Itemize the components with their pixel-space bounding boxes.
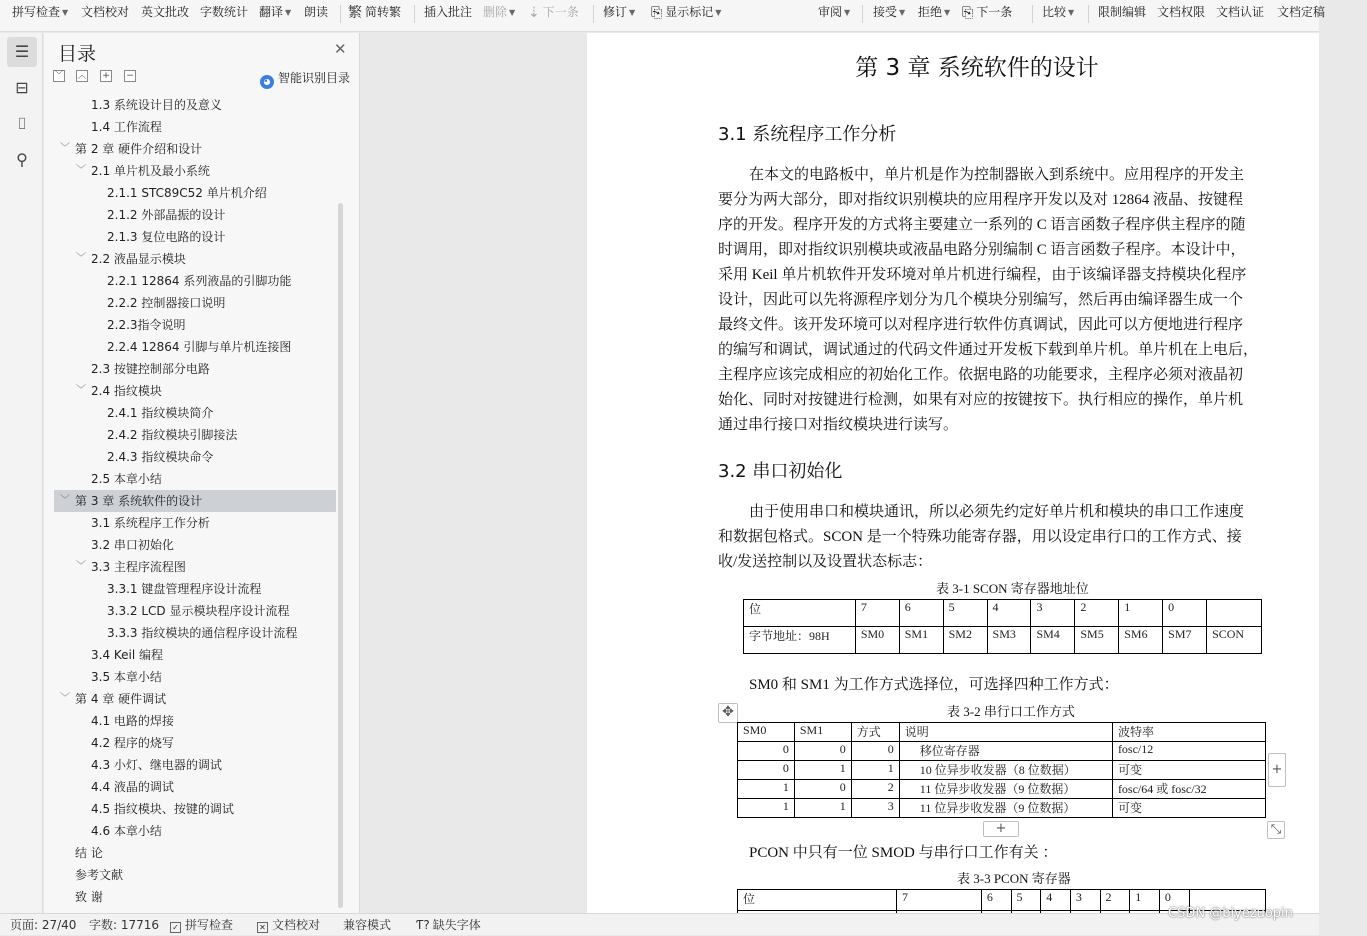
toc-item[interactable] <box>54 710 336 732</box>
paragraph-line: 主程序应该完成相应的初始化工作。依据电路的功能要求，主程序必须对液晶初 <box>718 367 1244 383</box>
table-cell: 5 <box>943 600 987 627</box>
paragraph-mode-select: SM0 和 SM1 为工作方式选择位，可选择四种工作方式： <box>749 677 1119 693</box>
toc-item[interactable] <box>54 490 336 512</box>
chevron-down-icon[interactable]: ﹀ <box>76 385 86 396</box>
doc-proof-toggle[interactable]: ✕ 文档校对 <box>257 914 320 936</box>
paragraph-line: 序的开发。程序开发的方式将主要建立一系列的 C 语言函数子程序供主程序的随 <box>718 217 1246 233</box>
table-cell: 1 <box>1119 600 1163 627</box>
table-cell: 1 <box>794 799 851 818</box>
scon-register-table <box>743 599 1262 654</box>
resize-table-icon[interactable]: ⤡ <box>1267 821 1285 839</box>
toc-item[interactable] <box>54 512 336 534</box>
word-count-indicator[interactable]: 字数: 17716 <box>89 918 160 932</box>
table-cell: SM4 <box>1031 627 1075 654</box>
ribbon-divider <box>593 5 594 23</box>
section-heading: 3.2 串口初始化 <box>718 461 843 482</box>
read-aloud-button[interactable]: 朗读 <box>304 5 329 19</box>
toc-item-label: 2.1.1 STC89C52 单片机介绍 <box>107 186 267 200</box>
table-cell: 0 <box>1159 890 1189 911</box>
toc-item[interactable] <box>54 534 336 556</box>
smart-ai-icon: ◕ <box>260 75 274 89</box>
toc-item[interactable] <box>54 314 336 336</box>
english-review-button[interactable]: 英文批改 <box>141 5 190 19</box>
toc-item[interactable] <box>54 160 336 182</box>
chevron-down-icon[interactable]: ﹀ <box>76 561 86 572</box>
table-cell: 0 <box>1163 600 1207 627</box>
paragraph-line: 采用 Keil 单片机软件开发环境对单片机进行编程，由于该编译器支持模块化程序 <box>718 267 1247 283</box>
chevron-down-icon[interactable]: ﹀ <box>76 253 86 264</box>
table-cell: SM1 <box>899 627 943 654</box>
paragraph-line: 的编写和调试，调试通过的代码文件通过开发板下载到单片机。单片机在上电后， <box>718 342 1259 358</box>
toc-item-label: 4.2 程序的烧写 <box>91 736 174 750</box>
paragraph-pcon: PCON 中只有一位 SMOD 与串行口工作有关 ： <box>749 845 1058 861</box>
toc-item-label: 4.4 液晶的调试 <box>91 780 174 794</box>
delete-comment-button[interactable]: 删除 ▼ <box>483 5 516 19</box>
checkbox-icon: ✕ <box>257 922 268 933</box>
toc-item-label: 2.2.3指令说明 <box>107 318 186 332</box>
table-caption: 表 3-1 SCON 寄存器地址位 <box>936 581 1089 596</box>
toc-item-label: 2.2 液晶显示模块 <box>91 252 186 266</box>
toc-item-label: 4.3 小灯、继电器的调试 <box>91 758 222 772</box>
toc-item[interactable] <box>54 424 336 446</box>
toc-title: 目录 <box>58 43 97 65</box>
doc-finalize-button[interactable]: 文档定稿 <box>1277 5 1326 19</box>
table-cell: 4 <box>1041 890 1071 911</box>
paragraph-line: 收/发送控制以及设置状态标志： <box>718 554 933 570</box>
paragraph-line: 设计，因此可以先将源程序划分为几个模块分别编写，然后再由编译器生成一个 <box>718 292 1244 308</box>
expand-up-icon[interactable]: ︿ <box>77 71 87 81</box>
simplified-to-traditional-button[interactable]: 繁 简转繁 <box>348 0 401 26</box>
toc-item[interactable] <box>54 94 336 116</box>
toc-item-label: 3.3.1 键盘管理程序设计流程 <box>107 582 262 596</box>
table-cell: 1 <box>738 780 795 799</box>
review-pane-button[interactable]: 审阅 ▼ <box>818 5 851 19</box>
doc-proofread-button[interactable]: 文档校对 <box>81 5 130 19</box>
table-cell: 可变 <box>1112 799 1265 818</box>
table-cell: 可变 <box>1112 761 1265 780</box>
table-cell: 1 <box>851 761 899 780</box>
table-cell: 0 <box>794 780 851 799</box>
table-cell: SM0 <box>738 723 795 742</box>
toc-item[interactable] <box>54 886 336 908</box>
toc-item-label: 结 论 <box>75 846 103 860</box>
chevron-down-icon: ▼ <box>944 8 951 17</box>
paragraph-line: 要分为两大部分，即对指纹识别模块的应用程序开发以及对 12864 液晶、按键程 <box>718 192 1244 208</box>
paragraph-line: 由于使用串口和模块通讯，所以必须先约定好单片机和模块的串口工作速度 <box>749 504 1245 520</box>
chevron-down-icon[interactable]: ﹀ <box>60 495 70 506</box>
toc-item-label: 2.2.1 12864 系列液晶的引脚功能 <box>107 274 292 288</box>
insert-comment-button[interactable]: 插入批注 <box>424 5 473 19</box>
table-cell: 0 <box>738 742 795 761</box>
table-cell: 7 <box>855 600 899 627</box>
table-cell: 10 位异步收发器（8 位数据） <box>899 761 1112 780</box>
track-changes-button[interactable]: 修订 ▼ <box>603 5 636 19</box>
page-indicator[interactable]: 页面: 27/40 <box>10 918 77 932</box>
toc-list <box>54 94 336 909</box>
chevron-down-icon[interactable]: ﹀ <box>60 693 70 704</box>
toc-item-label: 2.4.1 指纹模块简介 <box>107 406 214 420</box>
toc-scrollbar[interactable] <box>338 203 343 908</box>
toc-item[interactable] <box>54 754 336 776</box>
chevron-down-icon: ▼ <box>629 8 636 17</box>
chevron-down-icon: ▼ <box>844 8 851 17</box>
toc-item-label: 4.1 电路的焊接 <box>91 714 174 728</box>
ribbon-divider <box>1032 5 1033 23</box>
table-cell: 3 <box>851 799 899 818</box>
table-cell: SM6 <box>1119 627 1163 654</box>
toc-item-label: 3.3.3 指纹模块的通信程序设计流程 <box>107 626 298 640</box>
toc-item-label: 4.6 本章小结 <box>91 824 162 838</box>
table-cell: 移位寄存器 <box>899 742 1112 761</box>
chevron-down-icon: ▼ <box>715 8 722 17</box>
next-comment-icon: ⇣ <box>528 5 540 21</box>
serial-mode-table <box>737 722 1266 818</box>
next-change-icon: ⎘ <box>962 5 974 21</box>
toc-item-label: 4.5 指纹模块、按键的调试 <box>91 802 234 816</box>
chevron-down-icon[interactable]: ﹀ <box>60 143 70 154</box>
toc-item[interactable] <box>54 226 336 248</box>
document-page[interactable] <box>587 33 1319 913</box>
toc-item[interactable] <box>54 270 336 292</box>
table-cell: fosc/64 或 fosc/32 <box>1112 780 1265 799</box>
ribbon-divider <box>414 5 415 23</box>
table-cell: 3 <box>1031 600 1075 627</box>
toc-item[interactable] <box>54 688 336 710</box>
toc-item[interactable] <box>54 864 336 886</box>
paragraph-line: 通过串行接口对指纹模块进行读写。 <box>718 417 959 433</box>
table-cell: 0 <box>738 761 795 780</box>
collapse-all-icon[interactable]: ﹀ <box>54 71 64 81</box>
table-caption: 表 3-2 串行口工作方式 <box>947 704 1075 719</box>
toc-item-label: 2.2.4 12864 引脚与单片机连接图 <box>107 340 292 354</box>
next-comment-button[interactable]: ⇣ 下一条 <box>528 0 579 26</box>
table-cell: SCON <box>1207 627 1262 654</box>
toc-item[interactable] <box>54 776 336 798</box>
add-column-icon[interactable]: + <box>1268 753 1286 787</box>
table-row <box>738 799 1266 818</box>
toc-item-label: 2.2.2 控制器接口说明 <box>107 296 226 310</box>
toc-item[interactable] <box>54 358 336 380</box>
table-cell <box>1207 600 1262 627</box>
doc-auth-button[interactable]: 文档认证 <box>1216 5 1265 19</box>
table-cell: 11 位异步收发器（9 位数据） <box>899 799 1112 818</box>
paragraph-line: 在本文的电路板中，单片机是作为控制器嵌入到系统中。应用程序的开发主 <box>749 167 1245 183</box>
table-cell: 0 <box>794 742 851 761</box>
toc-item[interactable] <box>54 248 336 270</box>
missing-font-icon: Ƭ? <box>416 918 430 932</box>
smart-toc-button[interactable]: ◕ 智能识别目录 <box>260 69 350 89</box>
show-markup-icon: ⎘ <box>651 5 663 21</box>
bookmark-icon[interactable]: ⌷ <box>17 114 27 133</box>
toc-item[interactable] <box>54 644 336 666</box>
table-cell: 2 <box>851 780 899 799</box>
toc-item-label: 2.1.2 外部晶振的设计 <box>107 208 226 222</box>
toc-item[interactable] <box>54 556 336 578</box>
table-cell: 波特率 <box>1112 723 1265 742</box>
search-icon[interactable]: ⚲ <box>16 150 28 169</box>
table-row <box>738 761 1266 780</box>
chevron-down-icon: ▼ <box>1068 8 1075 17</box>
reject-change-button[interactable]: 拒绝 ▼ <box>918 5 951 19</box>
toc-item-label: 1.4 工作流程 <box>91 120 162 134</box>
toc-item-label: 致 谢 <box>75 890 103 904</box>
table-cell: 说明 <box>899 723 1112 742</box>
word-count-button[interactable]: 字数统计 <box>200 5 249 19</box>
table-caption: 表 3-3 PCON 寄存器 <box>957 871 1071 886</box>
table-row <box>738 742 1266 761</box>
remove-heading-icon[interactable]: − <box>124 70 136 82</box>
toc-item-label: 3.4 Keil 编程 <box>91 648 164 662</box>
accept-change-button[interactable]: 接受 ▼ <box>873 5 906 19</box>
toc-item[interactable] <box>54 336 336 358</box>
table-cell: fosc/12 <box>1112 742 1265 761</box>
toc-item-label: 3.1 系统程序工作分析 <box>91 516 210 530</box>
ribbon-divider <box>340 5 341 23</box>
side-rail <box>0 33 43 913</box>
paragraph-serial <box>718 500 1286 575</box>
chevron-down-icon: ▼ <box>285 8 292 17</box>
simp-trad-icon: 繁 <box>348 5 362 21</box>
table-cell: 1 <box>794 761 851 780</box>
compat-mode-indicator: 兼容模式 <box>343 918 392 932</box>
checkbox-icon: ✓ <box>170 922 181 933</box>
table-cell: 1 <box>1130 890 1160 911</box>
toc-item-label: 2.5 本章小结 <box>91 472 162 486</box>
ribbon-divider <box>862 5 863 23</box>
table-cell: 字节地址：98H <box>744 627 856 654</box>
toc-item-label: 2.4.3 指纹模块命令 <box>107 450 214 464</box>
toc-item-label: 3.5 本章小结 <box>91 670 162 684</box>
toc-panel <box>44 33 360 913</box>
table-cell: 6 <box>899 600 943 627</box>
toc-item[interactable] <box>54 292 336 314</box>
toc-item-label: 2.4 指纹模块 <box>91 384 162 398</box>
table-cell: SM3 <box>987 627 1031 654</box>
table-cell: SM0 <box>855 627 899 654</box>
table-cell: 3 <box>1070 890 1100 911</box>
chevron-down-icon: ▼ <box>509 8 516 17</box>
toc-item[interactable] <box>54 820 336 842</box>
toc-item[interactable] <box>54 622 336 644</box>
toc-item[interactable] <box>54 600 336 622</box>
translate-button[interactable]: 翻译 ▼ <box>259 5 292 19</box>
toc-item-label: 2.3 按键控制部分电路 <box>91 362 210 376</box>
toc-item-label: 3.2 串口初始化 <box>91 538 174 552</box>
table-cell: 2 <box>1075 600 1119 627</box>
navigation-icon[interactable]: ⊟ <box>15 78 29 97</box>
doc-permission-button[interactable]: 文档权限 <box>1157 5 1206 19</box>
show-markup-button[interactable]: ⎘ 显示标记 ▼ <box>651 0 721 26</box>
table-row <box>738 780 1266 799</box>
compare-button[interactable]: 比较 ▼ <box>1042 5 1075 19</box>
table-cell: 5 <box>1011 890 1041 911</box>
toc-item[interactable] <box>54 578 336 600</box>
status-bar <box>0 913 1319 935</box>
toc-panel-icon[interactable]: ☰ <box>7 37 37 67</box>
toc-item[interactable] <box>54 204 336 226</box>
ribbon-divider <box>1088 5 1089 23</box>
table-cell: 2 <box>1100 890 1130 911</box>
close-icon[interactable]: ✕ <box>334 40 347 58</box>
toc-item[interactable] <box>54 842 336 864</box>
toc-item-label: 第 4 章 硬件调试 <box>75 692 167 706</box>
paragraph-analysis <box>718 163 1286 438</box>
toc-item[interactable] <box>54 138 336 160</box>
table-cell: 方式 <box>851 723 899 742</box>
table-cell: 位 <box>738 890 897 911</box>
spell-check-button[interactable]: 拼写检查 ▼ <box>12 5 69 19</box>
toc-item[interactable] <box>54 468 336 490</box>
table-cell: SM1 <box>794 723 851 742</box>
next-change-button[interactable]: ⎘ 下一条 <box>962 0 1012 26</box>
spell-check-toggle[interactable]: ✓ 拼写检查 <box>170 914 233 936</box>
toc-item-label: 2.1.3 复位电路的设计 <box>107 230 226 244</box>
toc-item-label: 第 3 章 系统软件的设计 <box>75 494 203 508</box>
toc-item-label: 3.3 主程序流程图 <box>91 560 186 574</box>
paragraph-line: 时调用，即对指纹识别模块或液晶电路分别编制 C 语言函数子程序。本设计中， <box>718 242 1246 258</box>
toc-item-label: 参考文献 <box>75 868 124 882</box>
paragraph-line: 最终文件。该开发环境可以对程序进行软件仿真调试，因此可以方便地进行程序 <box>718 317 1244 333</box>
add-row-icon[interactable]: + <box>983 821 1019 837</box>
chevron-down-icon: ▼ <box>899 8 906 17</box>
toc-item[interactable] <box>54 446 336 468</box>
restrict-editing-button[interactable]: 限制编辑 <box>1098 5 1147 19</box>
toc-item-label: 2.1 单片机及最小系统 <box>91 164 210 178</box>
watermark: CSDN @biyezuopin <box>1168 906 1293 921</box>
add-heading-icon[interactable]: + <box>100 70 112 82</box>
table-cell: 6 <box>981 890 1011 911</box>
toc-item[interactable] <box>54 798 336 820</box>
toc-item-label: 3.3.2 LCD 显示模块程序设计流程 <box>107 604 290 618</box>
toc-item[interactable] <box>54 666 336 688</box>
table-cell: SM7 <box>1163 627 1207 654</box>
table-cell: 1 <box>738 799 795 818</box>
paragraph-line: 和数据包格式。SCON 是一个特殊功能寄存器，用以设定串行口的工作方式、接 <box>718 529 1242 545</box>
toc-item[interactable] <box>54 402 336 424</box>
chevron-down-icon[interactable]: ﹀ <box>76 165 86 176</box>
toc-item[interactable] <box>54 732 336 754</box>
chevron-down-icon: ▼ <box>62 8 69 17</box>
toc-item-label: 2.4.2 指纹模块引脚接法 <box>107 428 238 442</box>
table-cell: 4 <box>987 600 1031 627</box>
toc-item-label: 1.3 系统设计目的及意义 <box>91 98 222 112</box>
toc-item[interactable] <box>54 182 336 204</box>
toc-item[interactable] <box>54 380 336 402</box>
table-cell: 0 <box>851 742 899 761</box>
review-ribbon <box>0 0 1326 32</box>
table-cell: 位 <box>744 600 856 627</box>
chapter-title: 第 3 章 系统软件的设计 <box>855 55 1099 81</box>
toc-item-label: 第 2 章 硬件介绍和设计 <box>75 142 203 156</box>
paragraph-line: 始化、同时对按键进行检测，如果有对应的按键按下。执行相应的操作，单片机 <box>718 392 1244 408</box>
table-cell: 7 <box>897 890 982 911</box>
toc-item[interactable] <box>54 116 336 138</box>
table-cell: 11 位异步收发器（9 位数据） <box>899 780 1112 799</box>
table-move-handle-icon[interactable]: ✥ <box>718 703 738 723</box>
table-cell: SM2 <box>943 627 987 654</box>
section-heading: 3.1 系统程序工作分析 <box>718 124 897 145</box>
missing-font-button[interactable]: Ƭ? 缺失字体 <box>416 918 481 932</box>
table-cell: SM5 <box>1075 627 1119 654</box>
